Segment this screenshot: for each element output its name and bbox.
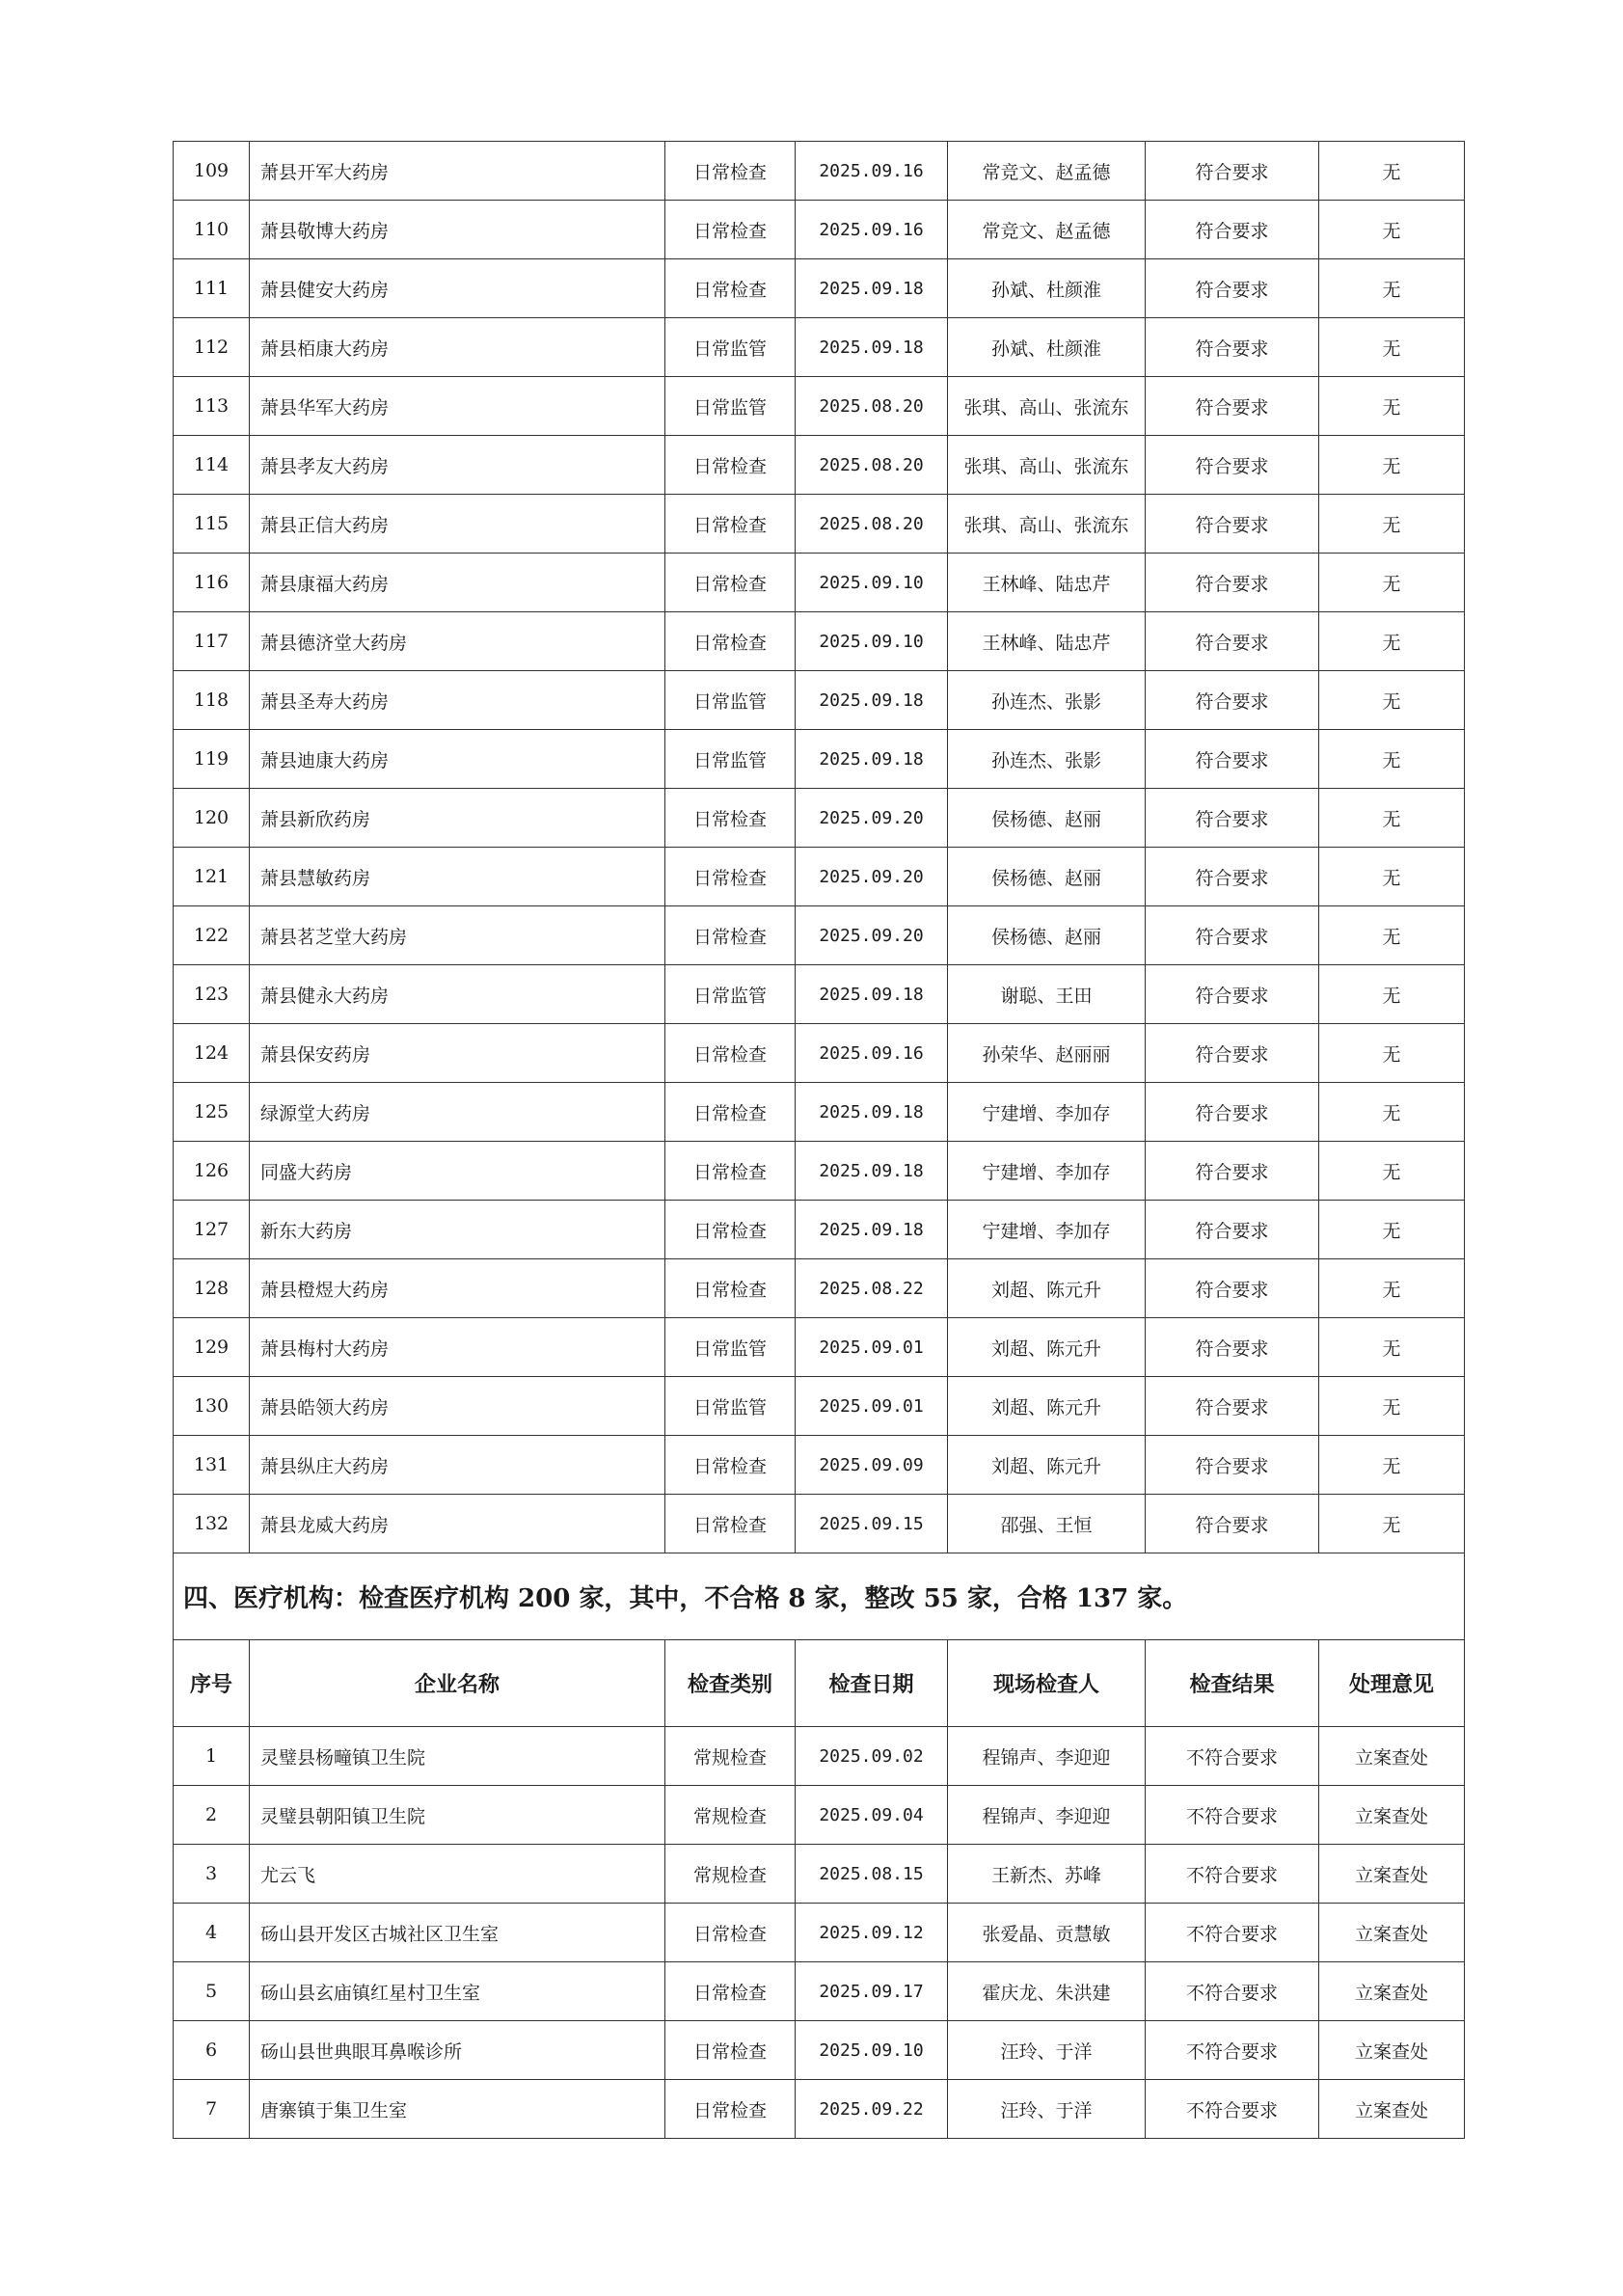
- cell-type: 日常检查: [665, 495, 796, 554]
- table-header-row: [174, 1640, 1465, 1727]
- cell-type: 日常检查: [665, 906, 796, 965]
- cell-name: 尤云飞: [250, 1845, 665, 1904]
- cell-opinion: 无: [1319, 848, 1465, 906]
- table-row: [174, 1259, 1465, 1318]
- cell-type: 日常检查: [665, 1962, 796, 2021]
- table-row: [174, 1495, 1465, 1553]
- cell-no: 128: [174, 1259, 250, 1318]
- cell-name: 萧县迪康大药房: [250, 730, 665, 789]
- section-4: [174, 1553, 1465, 1727]
- cell-date: 2025.09.10: [796, 612, 948, 671]
- cell-type: 日常检查: [665, 1495, 796, 1553]
- cell-inspectors: 孙荣华、赵丽丽: [948, 1024, 1146, 1083]
- cell-name: 萧县橙煜大药房: [250, 1259, 665, 1318]
- cell-name: 砀山县玄庙镇红星村卫生室: [250, 1962, 665, 2021]
- cell-date: 2025.09.16: [796, 1024, 948, 1083]
- cell-name: 萧县孝友大药房: [250, 436, 665, 495]
- table-row: [174, 142, 1465, 201]
- cell-no: 131: [174, 1436, 250, 1495]
- cell-name: 萧县德济堂大药房: [250, 612, 665, 671]
- cell-type: 日常检查: [665, 1201, 796, 1259]
- cell-result: 符合要求: [1146, 1083, 1319, 1142]
- cell-opinion: 无: [1319, 142, 1465, 201]
- cell-no: 2: [174, 1786, 250, 1845]
- cell-no: 114: [174, 436, 250, 495]
- cell-no: 7: [174, 2080, 250, 2139]
- cell-result: 符合要求: [1146, 1377, 1319, 1436]
- cell-type: 日常检查: [665, 1436, 796, 1495]
- cell-inspectors: 刘超、陈元升: [948, 1318, 1146, 1377]
- cell-inspectors: 王新杰、苏峰: [948, 1845, 1146, 1904]
- cell-result: 不符合要求: [1146, 2080, 1319, 2139]
- cell-date: 2025.09.18: [796, 259, 948, 318]
- cell-inspectors: 侯杨德、赵丽: [948, 789, 1146, 848]
- cell-name: 萧县华军大药房: [250, 377, 665, 436]
- cell-no: 116: [174, 554, 250, 612]
- cell-name: 萧县梅村大药房: [250, 1318, 665, 1377]
- cell-opinion: 无: [1319, 1436, 1465, 1495]
- cell-opinion: 无: [1319, 1083, 1465, 1142]
- table-row: [174, 259, 1465, 318]
- cell-result: 不符合要求: [1146, 1904, 1319, 1962]
- cell-no: 117: [174, 612, 250, 671]
- cell-name: 萧县茗芝堂大药房: [250, 906, 665, 965]
- cell-type: 常规检查: [665, 1786, 796, 1845]
- cell-inspectors: 孙连杰、张影: [948, 730, 1146, 789]
- cell-opinion: 无: [1319, 554, 1465, 612]
- cell-date: 2025.08.20: [796, 377, 948, 436]
- cell-no: 118: [174, 671, 250, 730]
- table-row: [174, 554, 1465, 612]
- cell-result: 符合要求: [1146, 142, 1319, 201]
- cell-name: 萧县正信大药房: [250, 495, 665, 554]
- cell-opinion: 立案查处: [1319, 1845, 1465, 1904]
- cell-inspectors: 刘超、陈元升: [948, 1436, 1146, 1495]
- cell-name: 萧县健永大药房: [250, 965, 665, 1024]
- cell-opinion: 无: [1319, 318, 1465, 377]
- cell-name: 萧县龙威大药房: [250, 1495, 665, 1553]
- cell-date: 2025.09.20: [796, 848, 948, 906]
- cell-type: 日常监管: [665, 965, 796, 1024]
- cell-opinion: 无: [1319, 201, 1465, 259]
- cell-result: 不符合要求: [1146, 1962, 1319, 2021]
- cell-type: 日常检查: [665, 1142, 796, 1201]
- cell-inspectors: 张琪、高山、张流东: [948, 377, 1146, 436]
- cell-name: 萧县健安大药房: [250, 259, 665, 318]
- cell-type: 常规检查: [665, 1845, 796, 1904]
- cell-type: 日常检查: [665, 436, 796, 495]
- cell-result: 符合要求: [1146, 1142, 1319, 1201]
- cell-date: 2025.08.15: [796, 1845, 948, 1904]
- cell-date: 2025.09.18: [796, 965, 948, 1024]
- cell-inspectors: 常竞文、赵孟德: [948, 201, 1146, 259]
- header-inspectors: 现场检查人: [948, 1640, 1146, 1727]
- cell-type: 日常检查: [665, 1083, 796, 1142]
- cell-opinion: 无: [1319, 1201, 1465, 1259]
- cell-name: 砀山县开发区古城社区卫生室: [250, 1904, 665, 1962]
- cell-name: 萧县新欣药房: [250, 789, 665, 848]
- table-row: [174, 377, 1465, 436]
- cell-result: 符合要求: [1146, 495, 1319, 554]
- cell-date: 2025.09.18: [796, 671, 948, 730]
- cell-no: 120: [174, 789, 250, 848]
- table-row: [174, 612, 1465, 671]
- cell-date: 2025.09.18: [796, 1142, 948, 1201]
- header-date: 检查日期: [796, 1640, 948, 1727]
- cell-no: 119: [174, 730, 250, 789]
- cell-opinion: 无: [1319, 436, 1465, 495]
- cell-result: 符合要求: [1146, 848, 1319, 906]
- table-row: [174, 906, 1465, 965]
- cell-date: 2025.09.16: [796, 142, 948, 201]
- cell-no: 113: [174, 377, 250, 436]
- table-row: [174, 495, 1465, 554]
- cell-opinion: 无: [1319, 1377, 1465, 1436]
- table-row: [174, 1904, 1465, 1962]
- cell-no: 130: [174, 1377, 250, 1436]
- cell-inspectors: 孙连杰、张影: [948, 671, 1146, 730]
- cell-result: 符合要求: [1146, 965, 1319, 1024]
- cell-result: 符合要求: [1146, 436, 1319, 495]
- cell-no: 126: [174, 1142, 250, 1201]
- table-row: [174, 789, 1465, 848]
- cell-inspectors: 汪玲、于洋: [948, 2080, 1146, 2139]
- cell-inspectors: 邵强、王恒: [948, 1495, 1146, 1553]
- cell-name: 萧县开军大药房: [250, 142, 665, 201]
- table-row: [174, 1786, 1465, 1845]
- cell-opinion: 立案查处: [1319, 2021, 1465, 2080]
- cell-result: 不符合要求: [1146, 1727, 1319, 1786]
- cell-no: 123: [174, 965, 250, 1024]
- cell-type: 日常检查: [665, 142, 796, 201]
- cell-opinion: 无: [1319, 1259, 1465, 1318]
- cell-result: 符合要求: [1146, 1259, 1319, 1318]
- cell-type: 日常监管: [665, 318, 796, 377]
- header-name: 企业名称: [250, 1640, 665, 1727]
- cell-no: 124: [174, 1024, 250, 1083]
- cell-type: 日常检查: [665, 789, 796, 848]
- cell-result: 符合要求: [1146, 259, 1319, 318]
- cell-opinion: 无: [1319, 259, 1465, 318]
- cell-name: 萧县皓领大药房: [250, 1377, 665, 1436]
- cell-result: 符合要求: [1146, 1201, 1319, 1259]
- table-row: [174, 671, 1465, 730]
- cell-name: 萧县栢康大药房: [250, 318, 665, 377]
- cell-inspectors: 程锦声、李迎迎: [948, 1727, 1146, 1786]
- table-row: [174, 848, 1465, 906]
- cell-date: 2025.09.20: [796, 789, 948, 848]
- cell-opinion: 立案查处: [1319, 1727, 1465, 1786]
- table-row: [174, 201, 1465, 259]
- cell-inspectors: 宁建增、李加存: [948, 1142, 1146, 1201]
- cell-no: 109: [174, 142, 250, 201]
- cell-date: 2025.09.16: [796, 201, 948, 259]
- cell-type: 日常检查: [665, 1024, 796, 1083]
- cell-type: 日常监管: [665, 1377, 796, 1436]
- cell-opinion: 无: [1319, 612, 1465, 671]
- cell-type: 日常检查: [665, 259, 796, 318]
- cell-name: 萧县圣寿大药房: [250, 671, 665, 730]
- table-row: [174, 2021, 1465, 2080]
- pharmacy-rows: [174, 142, 1465, 1553]
- cell-name: 新东大药房: [250, 1201, 665, 1259]
- table-row: [174, 318, 1465, 377]
- table-row: [174, 1024, 1465, 1083]
- cell-no: 4: [174, 1904, 250, 1962]
- cell-no: 6: [174, 2021, 250, 2080]
- cell-result: 符合要求: [1146, 789, 1319, 848]
- cell-result: 符合要求: [1146, 730, 1319, 789]
- cell-opinion: 立案查处: [1319, 2080, 1465, 2139]
- cell-no: 115: [174, 495, 250, 554]
- cell-inspectors: 常竞文、赵孟德: [948, 142, 1146, 201]
- cell-date: 2025.09.20: [796, 906, 948, 965]
- cell-type: 常规检查: [665, 1727, 796, 1786]
- cell-opinion: 无: [1319, 1024, 1465, 1083]
- cell-date: 2025.09.01: [796, 1377, 948, 1436]
- cell-type: 日常检查: [665, 554, 796, 612]
- table-row: [174, 1727, 1465, 1786]
- cell-no: 112: [174, 318, 250, 377]
- table-row: [174, 1377, 1465, 1436]
- cell-date: 2025.08.20: [796, 495, 948, 554]
- cell-inspectors: 汪玲、于洋: [948, 2021, 1146, 2080]
- table-row: [174, 1083, 1465, 1142]
- cell-name: 绿源堂大药房: [250, 1083, 665, 1142]
- cell-inspectors: 霍庆龙、朱洪建: [948, 1962, 1146, 2021]
- cell-inspectors: 侯杨德、赵丽: [948, 906, 1146, 965]
- cell-date: 2025.09.18: [796, 1201, 948, 1259]
- table-row: [174, 965, 1465, 1024]
- cell-result: 不符合要求: [1146, 1786, 1319, 1845]
- cell-type: 日常监管: [665, 377, 796, 436]
- cell-date: 2025.09.22: [796, 2080, 948, 2139]
- cell-date: 2025.09.18: [796, 318, 948, 377]
- cell-result: 符合要求: [1146, 554, 1319, 612]
- cell-inspectors: 谢聪、王田: [948, 965, 1146, 1024]
- cell-result: 符合要求: [1146, 1318, 1319, 1377]
- cell-date: 2025.09.12: [796, 1904, 948, 1962]
- table-row: [174, 2080, 1465, 2139]
- cell-result: 符合要求: [1146, 1436, 1319, 1495]
- cell-date: 2025.09.17: [796, 1962, 948, 2021]
- cell-no: 125: [174, 1083, 250, 1142]
- cell-opinion: 立案查处: [1319, 1786, 1465, 1845]
- cell-inspectors: 宁建增、李加存: [948, 1201, 1146, 1259]
- cell-opinion: 无: [1319, 495, 1465, 554]
- cell-no: 3: [174, 1845, 250, 1904]
- cell-inspectors: 宁建增、李加存: [948, 1083, 1146, 1142]
- cell-inspectors: 刘超、陈元升: [948, 1259, 1146, 1318]
- cell-name: 砀山县世典眼耳鼻喉诊所: [250, 2021, 665, 2080]
- header-type: 检查类别: [665, 1640, 796, 1727]
- cell-result: 符合要求: [1146, 671, 1319, 730]
- cell-date: 2025.09.10: [796, 2021, 948, 2080]
- cell-no: 1: [174, 1727, 250, 1786]
- inspection-table: [173, 141, 1465, 2139]
- cell-result: 符合要求: [1146, 201, 1319, 259]
- table-row: [174, 1962, 1465, 2021]
- cell-inspectors: 侯杨德、赵丽: [948, 848, 1146, 906]
- cell-name: 萧县康福大药房: [250, 554, 665, 612]
- cell-type: 日常检查: [665, 1904, 796, 1962]
- cell-name: 同盛大药房: [250, 1142, 665, 1201]
- cell-no: 122: [174, 906, 250, 965]
- medical-institution-rows: [174, 1727, 1465, 2139]
- table-row: [174, 1318, 1465, 1377]
- cell-name: 萧县保安药房: [250, 1024, 665, 1083]
- cell-result: 符合要求: [1146, 1495, 1319, 1553]
- cell-type: 日常检查: [665, 2080, 796, 2139]
- cell-type: 日常检查: [665, 612, 796, 671]
- cell-opinion: 无: [1319, 671, 1465, 730]
- cell-name: 萧县慧敏药房: [250, 848, 665, 906]
- header-opinion: 处理意见: [1319, 1640, 1465, 1727]
- table-row: [174, 1436, 1465, 1495]
- table-row: [174, 1845, 1465, 1904]
- cell-opinion: 无: [1319, 789, 1465, 848]
- cell-date: 2025.09.18: [796, 730, 948, 789]
- cell-date: 2025.09.04: [796, 1786, 948, 1845]
- cell-no: 132: [174, 1495, 250, 1553]
- cell-name: 萧县敬博大药房: [250, 201, 665, 259]
- cell-opinion: 无: [1319, 377, 1465, 436]
- cell-result: 不符合要求: [1146, 2021, 1319, 2080]
- cell-date: 2025.08.22: [796, 1259, 948, 1318]
- cell-opinion: 无: [1319, 1495, 1465, 1553]
- cell-date: 2025.09.02: [796, 1727, 948, 1786]
- cell-no: 111: [174, 259, 250, 318]
- cell-inspectors: 王林峰、陆忠芹: [948, 612, 1146, 671]
- cell-opinion: 无: [1319, 1318, 1465, 1377]
- cell-inspectors: 孙斌、杜颜淮: [948, 318, 1146, 377]
- table-row: [174, 730, 1465, 789]
- cell-type: 日常检查: [665, 201, 796, 259]
- cell-inspectors: 刘超、陈元升: [948, 1377, 1146, 1436]
- cell-no: 121: [174, 848, 250, 906]
- section-4-title: 四、医疗机构：检查医疗机构 200 家，其中，不合格 8 家，整改 55 家，合格 137 家。: [174, 1553, 1465, 1640]
- cell-type: 日常监管: [665, 671, 796, 730]
- cell-name: 萧县纵庄大药房: [250, 1436, 665, 1495]
- table-row: [174, 436, 1465, 495]
- cell-no: 127: [174, 1201, 250, 1259]
- cell-opinion: 立案查处: [1319, 1904, 1465, 1962]
- table-row: [174, 1142, 1465, 1201]
- cell-result: 符合要求: [1146, 318, 1319, 377]
- cell-opinion: 无: [1319, 730, 1465, 789]
- cell-no: 110: [174, 201, 250, 259]
- cell-name: 灵璧县朝阳镇卫生院: [250, 1786, 665, 1845]
- cell-opinion: 无: [1319, 906, 1465, 965]
- cell-result: 符合要求: [1146, 612, 1319, 671]
- cell-inspectors: 孙斌、杜颜淮: [948, 259, 1146, 318]
- cell-inspectors: 张爱晶、贡慧敏: [948, 1904, 1146, 1962]
- cell-name: 灵璧县杨疃镇卫生院: [250, 1727, 665, 1786]
- cell-type: 日常监管: [665, 1318, 796, 1377]
- header-result: 检查结果: [1146, 1640, 1319, 1727]
- cell-inspectors: 张琪、高山、张流东: [948, 436, 1146, 495]
- cell-date: 2025.08.20: [796, 436, 948, 495]
- cell-date: 2025.09.18: [796, 1083, 948, 1142]
- cell-opinion: 无: [1319, 965, 1465, 1024]
- cell-inspectors: 程锦声、李迎迎: [948, 1786, 1146, 1845]
- cell-type: 日常监管: [665, 730, 796, 789]
- cell-no: 129: [174, 1318, 250, 1377]
- cell-date: 2025.09.09: [796, 1436, 948, 1495]
- cell-date: 2025.09.01: [796, 1318, 948, 1377]
- table-row: [174, 1201, 1465, 1259]
- cell-date: 2025.09.15: [796, 1495, 948, 1553]
- cell-inspectors: 王林峰、陆忠芹: [948, 554, 1146, 612]
- cell-no: 5: [174, 1962, 250, 2021]
- cell-opinion: 无: [1319, 1142, 1465, 1201]
- cell-date: 2025.09.10: [796, 554, 948, 612]
- header-no: 序号: [174, 1640, 250, 1727]
- cell-result: 符合要求: [1146, 1024, 1319, 1083]
- cell-type: 日常检查: [665, 848, 796, 906]
- cell-result: 不符合要求: [1146, 1845, 1319, 1904]
- cell-type: 日常检查: [665, 1259, 796, 1318]
- cell-opinion: 立案查处: [1319, 1962, 1465, 2021]
- cell-name: 唐寨镇于集卫生室: [250, 2080, 665, 2139]
- cell-result: 符合要求: [1146, 906, 1319, 965]
- document-page: [173, 141, 1464, 2139]
- cell-result: 符合要求: [1146, 377, 1319, 436]
- cell-type: 日常检查: [665, 2021, 796, 2080]
- cell-inspectors: 张琪、高山、张流东: [948, 495, 1146, 554]
